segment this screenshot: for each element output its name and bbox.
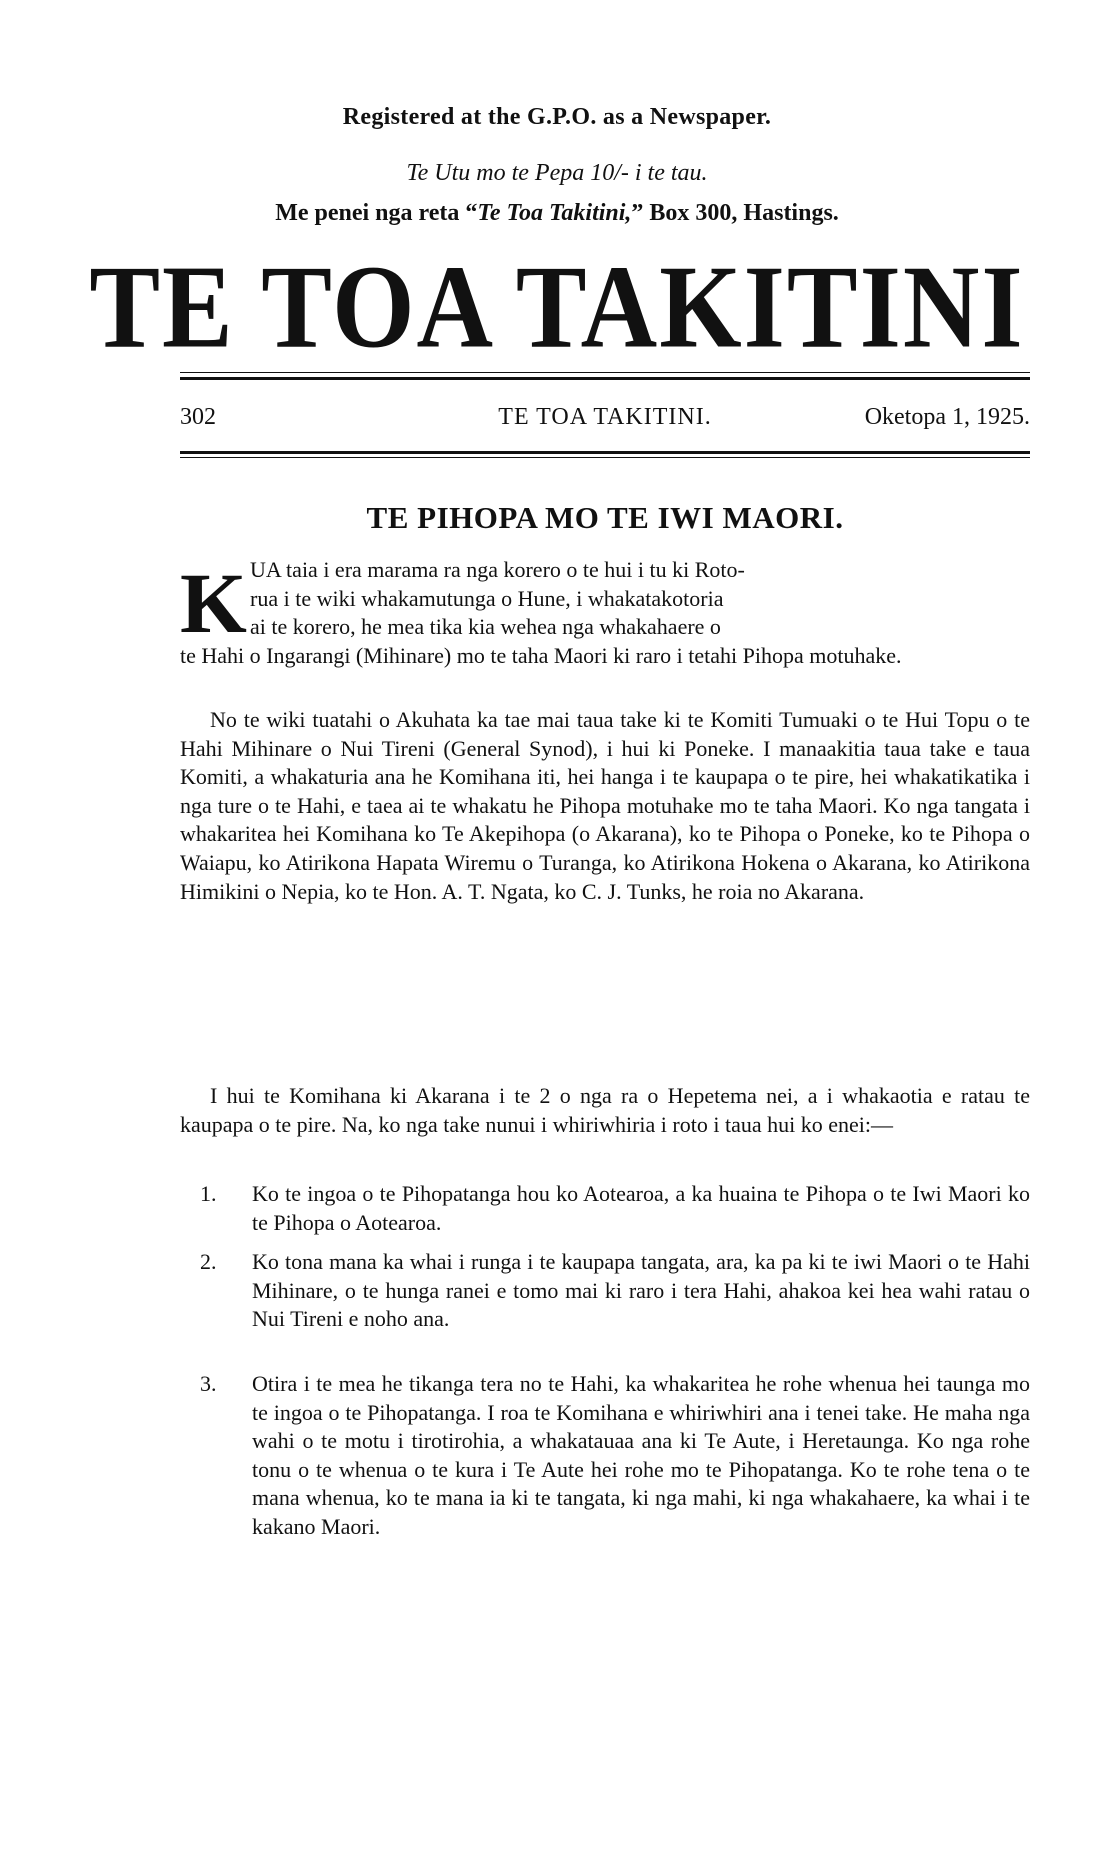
list-item-number: 2. [200, 1249, 217, 1274]
article-title: TE PIHOPA MO TE IWI MAORI. [366, 500, 844, 535]
list-item-text: Ko te ingoa o te Pihopatanga hou ko Aotearoa, a ka huaina te Pihopa o te Iwi Maori ko te Pihopa o Aotearoa. [252, 1181, 1030, 1235]
folio-rule-bottom [180, 457, 1030, 458]
registration-notice: Registered at the G.P.O. as a Newspaper. [342, 104, 772, 130]
list-item-number: 3. [200, 1371, 217, 1396]
masthead-rule-top [180, 372, 1030, 373]
folio-line [180, 404, 1030, 436]
lead-paragraph [180, 556, 1030, 670]
lead-line-3: ai te korero, he mea tika kia wehea nga whakahaere o [250, 614, 721, 640]
list-item-text: Ko tona mana ka whai i runga i te kaupapa tangata, ara, ka pa ki te iwi Maori o te Hahi Mihinare, o te hunga ranei e tomo mai ki raro i tera Hahi, ahakoa kei hea wahi ratau o Nui Tireni e noho ana. [252, 1249, 1030, 1332]
folio-rule-top [180, 451, 1030, 454]
masthead-title: TE TOA TAKITINI [89, 241, 1025, 373]
paragraph-commission: I hui te Komihana ki Akarana i te 2 o nga ra o Hepetema nei, a i whakaotia e ratau te kaupapa o te pire. Na, ko nga take nunui i whiriwhiria i roto i taua hui ko enei:— [180, 1083, 1030, 1137]
list-item [200, 1248, 1030, 1334]
lead-line-1: UA taia i era marama ra nga korero o te hui i tu ki Roto- [250, 557, 745, 582]
lead-rest: te Hahi o Ingarangi (Mihinare) mo te taha Maori ki raro i tetahi Pihopa motuhake. [180, 642, 902, 668]
list-item [200, 1180, 1030, 1237]
address-suffix: ” Box 300, Hastings. [631, 200, 839, 226]
subscription-price: Te Utu mo te Pepa 10/- i te tau. [406, 160, 708, 186]
lead-line-2: rua i te wiki whakamutunga o Hune, i whakatakotoria [250, 585, 724, 611]
paragraph-synod: No te wiki tuatahi o Akuhata ka tae mai taua take ki te Komiti Tumuaki o te Hui Topu o te Hahi Mihinare o Nui Tireni (General Synod), i hui ki Poneke. I manaakitia taua take e taua Komiti, a whakaturia ana he Komihana iti, hei hanga i te kaupapa o te pire, hei whakatikatika i nga ture o te Hahi, e taea ai te whakatu he Pihopa motuhake mo te taha Maori. Ko nga tangata i whakaritea hei Komihana ko Te Akepihopa (o Akarana), ko te Pihopa o Poneke, ko te Pihopa o Waiapu, ko Atirikona Hapata Wiremu o Turanga, ko Atirikona Hokena o Akarana, ko Atirikona Himikini o Nepia, ko te Hon. A. T. Ngata, ko C. J. Tunks, he roia no Akarana. [180, 707, 1030, 904]
issue-date: Oketopa 1, 1925. [864, 404, 1030, 430]
list-item-text: Otira i te mea he tikanga tera no te Hahi, ka whakaritea he rohe whenua hei taunga mo te ingoa o te Pihopatanga. I roa te Komihana e whiriwhiri ana i tenei take. He maha nga wahi o te motu i tirotirohia, a whakatauaa ana ki Te Aute, i Heretaunga. Ko nga rohe tonu o te whenua o te kura i Te Aute hei rohe mo te Pihopatanga. Ko te rohe tena o te mana whenua, ko te mana ia ki te tangata, ki nga mahi, ki nga whakahaere, ka whai i te kakano Maori. [252, 1371, 1030, 1539]
drop-cap: K [180, 555, 247, 651]
page-number: 302 [180, 404, 216, 430]
mailing-address [0, 200, 1114, 227]
folio-title: TE TOA TAKITINI. [498, 404, 712, 430]
address-prefix: Me penei nga reta “ [275, 200, 478, 226]
list-item [200, 1370, 1030, 1542]
masthead-rule-bottom [180, 377, 1030, 380]
list-item-number: 1. [200, 1181, 217, 1206]
address-paper-title: Te Toa Takitini, [477, 200, 632, 226]
